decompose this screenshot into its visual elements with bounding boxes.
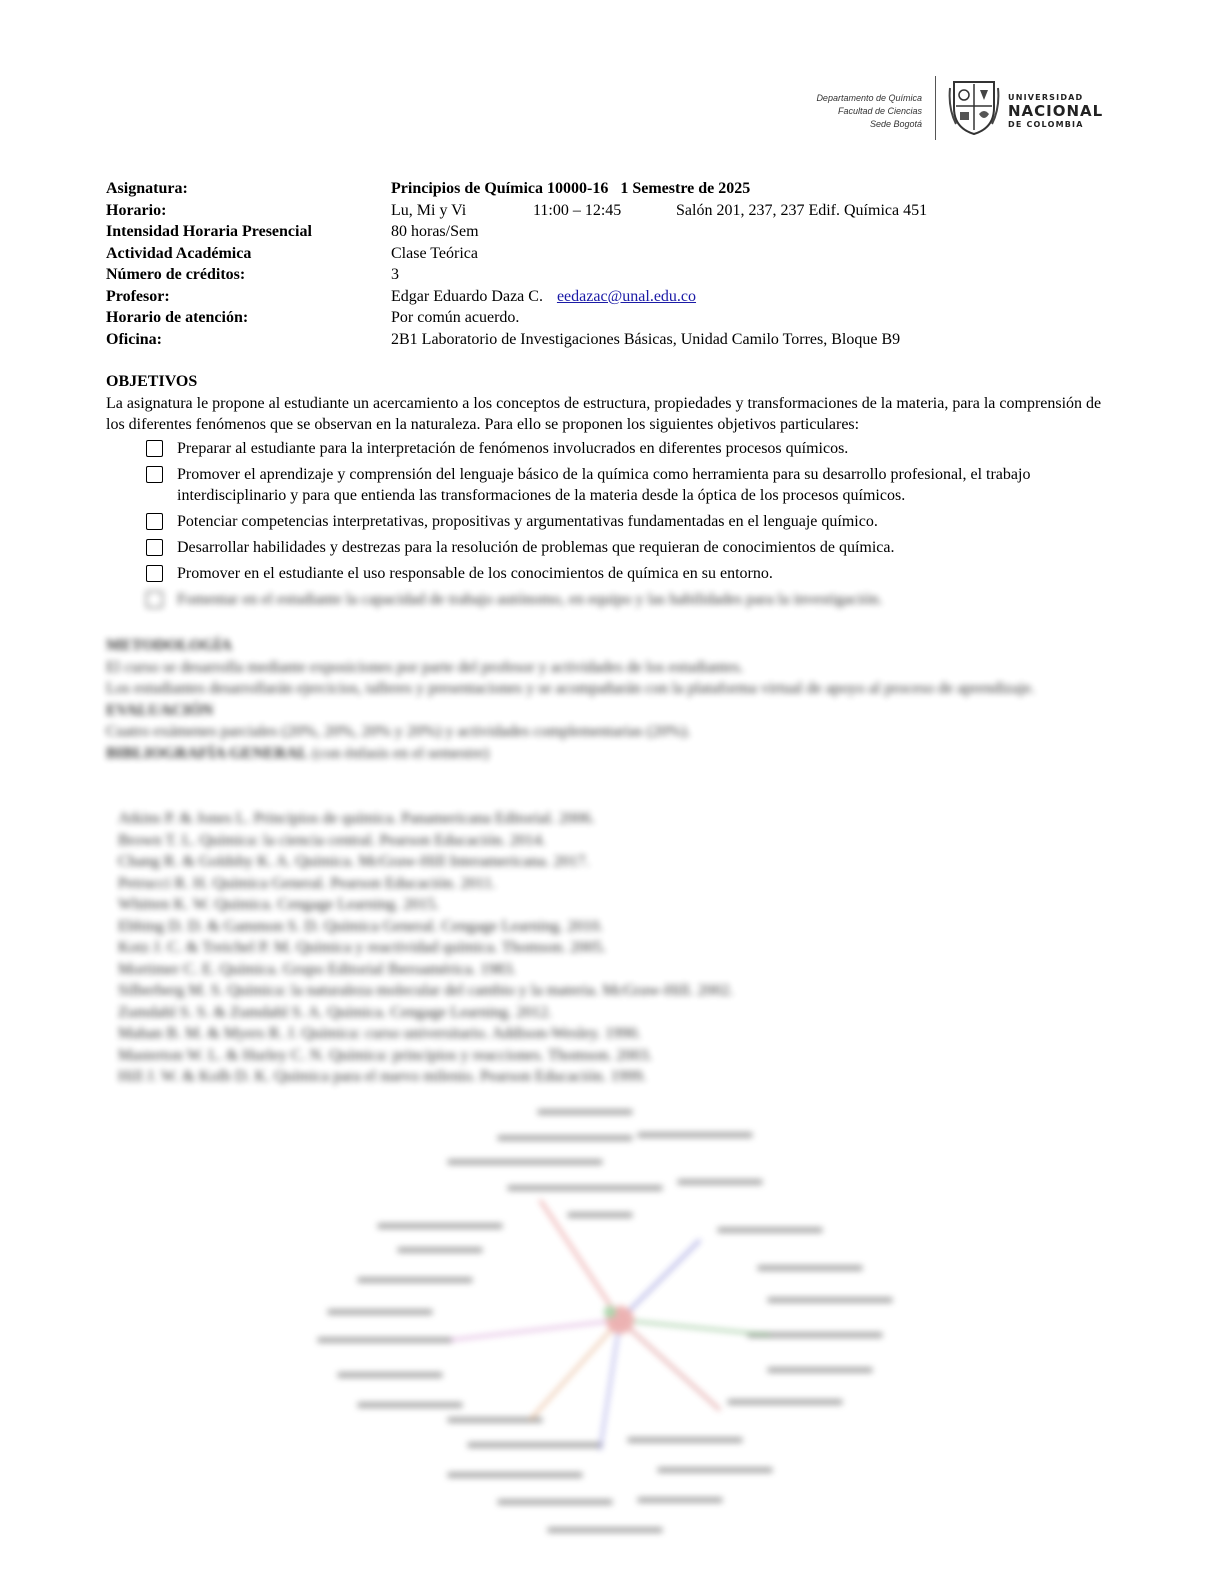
reference-item: Atkins P. & Jones L. Principios de química. Panamericana Editorial. 2006.	[118, 810, 595, 827]
faculty-line: Facultad de Ciencias	[837, 106, 922, 116]
objective-item: Desarrollar habilidades y destrezas para la resolución de problemas que requieran de conocimientos de química.	[106, 537, 1116, 559]
evaluation-title: EVALUACIÓN	[106, 701, 214, 719]
reference-item: Mortimer C. E. Química. Grupo Editorial Iberoamérica. 1983.	[118, 960, 517, 978]
university-seal-icon	[948, 78, 1000, 136]
info-row-intensidad: Intensidad Horaria Presencial 80 horas/Sem	[106, 223, 479, 240]
objective-item: Potenciar competencias interpretativas, propositivas y argumentativas fundamentadas en el lenguaje químico.	[106, 511, 1116, 533]
reference-item: Brown T. L. Química: la ciencia central. Pearson Educación. 2014.	[118, 831, 546, 849]
reference-item: Silberberg M. S. Química: la naturaleza molecular del cambio y la materia. McGraw-Hill. 2002.	[118, 982, 734, 999]
reference-item: Mahan B. M. & Myers R. J. Química: curso universitario. Addison-Wesley. 1990.	[118, 1025, 641, 1042]
course-title: Principios de Química 10000-16 1 Semestre de 2025	[391, 180, 751, 197]
info-row-profesor: Profesor: Edgar Eduardo Daza C. eedazac@unal.edu.co	[106, 287, 697, 305]
university-name: UNIVERSIDAD NACIONAL DE COLOMBIA	[1008, 93, 1104, 129]
methodology-line: El curso se desarrolla mediante exposiciones por parte del profesor y actividades de los estudiantes.	[106, 658, 744, 676]
checkbox-icon[interactable]	[146, 466, 163, 483]
reference-item: Ebbing D. D. & Gammon S. D. Química General. Cengage Learning. 2010.	[118, 917, 604, 935]
checkbox-icon[interactable]	[146, 440, 163, 457]
reference-item: Petrucci R. H. Química General. Pearson Educación. 2011.	[118, 874, 496, 892]
objectives-section	[106, 371, 1116, 615]
objectives-list	[106, 438, 1116, 611]
info-row-horario: Horario: Lu, Mi y Vi 11:00 – 12:45 Salón 201, 237, 237 Edif. Química 451	[106, 200, 1116, 222]
info-row-atencion: Horario de atención: Por común acuerdo.	[106, 309, 520, 326]
methodology-line: Los estudiantes desarrollarán ejercicios, talleres y presentaciones y se acompañarán con la plataforma virtual de apoyo al proceso de aprendizaje.	[106, 680, 1035, 697]
objective-item: Preparar al estudiante para la interpretación de fenómenos involucrados en diferentes procesos químicos.	[106, 438, 1116, 460]
department-block	[812, 92, 922, 131]
reference-item: Hill J. W. & Kolb D. K. Química para el nuevo milenio. Pearson Educación. 1999.	[118, 1068, 647, 1085]
objective-item: Promover el aprendizaje y comprensión del lenguaje básico de la química como herramienta para su desarrollo profesional, el trabajo interdisciplinario y para que entienda las transformaciones de la materia desde la óptica de los procesos químicos.	[106, 464, 1116, 507]
objectives-intro: La asignatura le propone al estudiante un acercamiento a los conceptos de estructura, propiedades y transformaciones de la materia, para la comprensión de los diferentes fenómenos que se observan en la naturaleza. Para ello se proponen los siguientes objetivos particulares:	[106, 394, 1102, 433]
reference-item: Zumdahl S. S. & Zumdahl S. A. Química. Cengage Learning. 2012.	[118, 1003, 553, 1021]
checkbox-icon[interactable]	[146, 565, 163, 582]
professor-name: Edgar Eduardo Daza C.	[391, 287, 543, 305]
info-row-creditos: Número de créditos: 3	[106, 266, 399, 283]
reference-item: Chang R. & Goldsby K. A. Química. McGraw-Hill Interamericana. 2017.	[118, 853, 590, 870]
schedule-time: 11:00 – 12:45	[533, 201, 622, 219]
checkbox-icon[interactable]	[146, 539, 163, 556]
concept-map-figure	[300, 1090, 920, 1560]
professor-email-link[interactable]: eedazac@unal.edu.co	[556, 287, 697, 305]
objectives-title: OBJETIVOS	[106, 373, 198, 390]
info-row-oficina: Oficina: 2B1 Laboratorio de Investigaciones Básicas, Unidad Camilo Torres, Bloque B9	[106, 330, 901, 348]
objective-item-blurred: Fomentar en el estudiante la capacidad de trabajo autónomo, en equipo y las habilidades para la investigación.	[106, 589, 1116, 611]
evaluation-text: Cuatro exámenes parciales (20%, 20%, 20% y 20%) y actividades complementarias (20%).	[106, 723, 691, 740]
header-divider	[935, 76, 936, 140]
bibliography-list	[118, 808, 1018, 1088]
bibliography-heading: BIBLIOGRAFÍA GENERAL (con énfasis en el semestre)	[106, 744, 490, 762]
reference-item: Masterton W. L. & Hurley C. N. Química: principios y reacciones. Thomson. 2003.	[118, 1046, 653, 1064]
objective-item: Promover en el estudiante el uso responsable de los conocimientos de química en su entorno.	[106, 563, 1116, 585]
blurred-methodology	[106, 635, 1116, 764]
info-row-asignatura: Asignatura: Principios de Química 10000-16 1 Semestre de 2025	[106, 178, 1116, 200]
department-line: Departamento de Química	[816, 93, 922, 103]
checkbox-icon	[146, 591, 163, 608]
checkbox-icon[interactable]	[146, 513, 163, 530]
campus-line: Sede Bogotá	[869, 119, 922, 129]
schedule-room: Salón 201, 237, 237 Edif. Química 451	[676, 201, 928, 219]
course-info	[106, 178, 1116, 350]
methodology-title: METODOLOGÍA	[106, 637, 232, 654]
info-row-actividad: Actividad Académica Clase Teórica	[106, 244, 478, 262]
institutional-header	[812, 74, 1112, 144]
schedule-days: Lu, Mi y Vi	[391, 201, 467, 219]
reference-item: Kotz J. C. & Treichel P. M. Química y reactividad química. Thomson. 2005.	[118, 939, 607, 956]
reference-item: Whitten K. W. Química. Cengage Learning. 2015.	[118, 896, 440, 913]
